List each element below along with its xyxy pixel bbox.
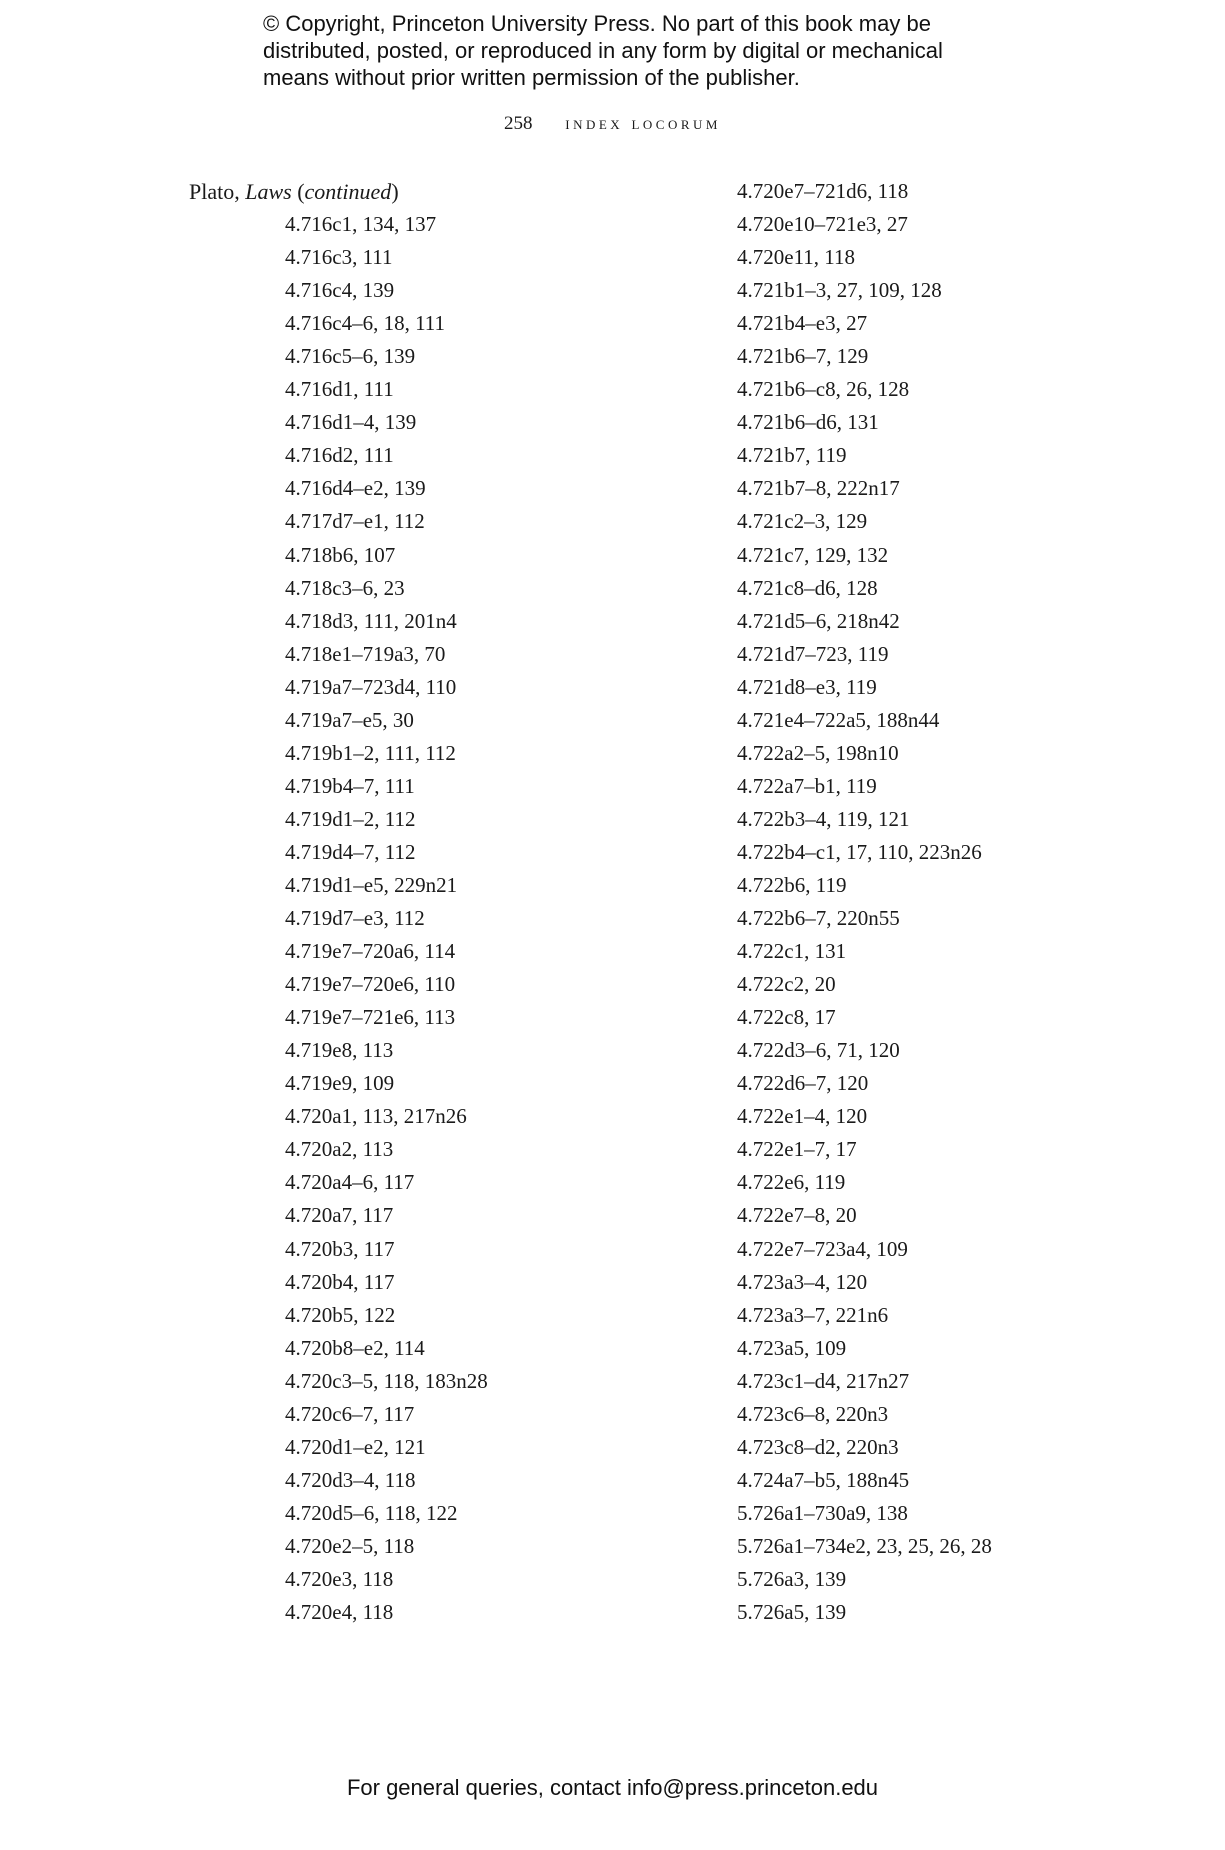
index-entry: 4.721e4–722a5, 188n44	[737, 707, 940, 732]
index-entry: 4.716d4–e2, 139	[285, 476, 426, 501]
index-entry: 4.722e1–4, 120	[737, 1104, 868, 1129]
index-heading-paren-close: )	[391, 179, 399, 204]
index-entry: 4.719a7–e5, 30	[285, 707, 414, 732]
index-entry: 4.720d1–e2, 121	[285, 1434, 426, 1459]
index-entry: 4.719d1–e5, 229n21	[285, 872, 458, 897]
index-entry: 4.723c6–8, 220n3	[737, 1401, 889, 1426]
index-entry: 4.719b1–2, 111, 112	[285, 740, 456, 765]
index-entry: 4.723a3–4, 120	[737, 1269, 868, 1294]
index-entry: 4.722c2, 20	[737, 972, 836, 997]
index-entry: 4.720c6–7, 117	[285, 1401, 415, 1426]
copyright-line: distributed, posted, or reproduced in any form by digital or mechanical	[263, 38, 943, 63]
index-entry: 4.721b6–d6, 131	[737, 410, 879, 435]
index-entry: 4.722b6, 119	[737, 872, 847, 897]
index-entry: 4.722e7–723a4, 109	[737, 1236, 908, 1261]
index-entry: 4.720e2–5, 118	[285, 1533, 415, 1558]
index-entry: 4.716c1, 134, 137	[285, 212, 437, 237]
index-entry: 4.722b6–7, 220n55	[737, 906, 900, 931]
index-entry: 4.722e1–7, 17	[737, 1137, 857, 1162]
index-entry: 4.723c1–d4, 217n27	[737, 1368, 910, 1393]
index-entry: 4.721b1–3, 27, 109, 128	[737, 278, 942, 303]
index-entry: 4.716c3, 111	[285, 245, 393, 270]
index-entry: 4.719e9, 109	[285, 1071, 395, 1096]
index-entry: 4.720e10–721e3, 27	[737, 212, 908, 237]
index-entry: 4.720c3–5, 118, 183n28	[285, 1368, 488, 1393]
index-entry: 4.719e7–721e6, 113	[285, 1005, 456, 1030]
running-head	[0, 113, 1225, 135]
index-entry: 4.720b5, 122	[285, 1302, 396, 1327]
index-entry: 4.722e7–8, 20	[737, 1203, 857, 1228]
index-entry: 4.720e4, 118	[285, 1600, 394, 1625]
index-entry: 4.719a7–723d4, 110	[285, 674, 457, 699]
index-entry: 4.716c4–6, 18, 111	[285, 311, 446, 336]
index-entry: 4.716c4, 139	[285, 278, 395, 303]
index-entry: 4.721b6–7, 129	[737, 344, 869, 369]
index-entry: 4.723a5, 109	[737, 1335, 847, 1360]
copyright-line: means without prior written permission of the publisher.	[263, 65, 800, 90]
index-entry: 4.720b4, 117	[285, 1269, 395, 1294]
index-entry: 4.722a7–b1, 119	[737, 773, 877, 798]
index-entry: 4.721b4–e3, 27	[737, 311, 868, 336]
index-entry: 4.721c8–d6, 128	[737, 575, 878, 600]
index-entry: 4.722a2–5, 198n10	[737, 740, 899, 765]
index-entry: 4.723a3–7, 221n6	[737, 1302, 889, 1327]
index-entry: 4.720e11, 118	[737, 245, 856, 270]
running-title: index locorum	[565, 113, 721, 134]
index-entry: 4.721d7–723, 119	[737, 641, 889, 666]
index-entry: 4.719e7–720a6, 114	[285, 939, 456, 964]
footer-contact: For general queries, contact info@press.princeton.edu	[346, 1775, 879, 1800]
index-entry: 4.718c3–6, 23	[285, 575, 405, 600]
index-entry: 4.720a7, 117	[285, 1203, 394, 1228]
index-entry: 5.726a5, 139	[737, 1600, 847, 1625]
index-entry: 4.719d1–2, 112	[285, 806, 416, 831]
index-entry: 4.720a4–6, 117	[285, 1170, 415, 1195]
index-entry: 4.719e7–720e6, 110	[285, 972, 456, 997]
index-heading-note: continued	[304, 179, 392, 204]
index-entry: 4.723c8–d2, 220n3	[737, 1434, 899, 1459]
index-entry: 4.720d5–6, 118, 122	[285, 1500, 458, 1525]
index-entry: 4.722d3–6, 71, 120	[737, 1038, 900, 1063]
index-entry: 4.722e6, 119	[737, 1170, 846, 1195]
index-entry: 4.716d1, 111	[285, 377, 394, 402]
index-entry: 4.719d4–7, 112	[285, 839, 416, 864]
index-entry: 4.718d3, 111, 201n4	[285, 608, 457, 633]
index-entry: 4.721b6–c8, 26, 128	[737, 377, 910, 402]
index-heading-work: Laws	[245, 179, 292, 204]
index-entry: 4.721c7, 129, 132	[737, 542, 889, 567]
index-entry: 4.719d7–e3, 112	[285, 906, 425, 931]
index-entry: 4.721c2–3, 129	[737, 509, 868, 534]
index-entry: 4.716d1–4, 139	[285, 410, 417, 435]
index-column-left	[189, 175, 488, 1629]
index-entry: 4.721d8–e3, 119	[737, 674, 877, 699]
copyright-notice	[263, 10, 1023, 91]
index-entry: 4.720b3, 117	[285, 1236, 395, 1261]
index-entry: 4.722c8, 17	[737, 1005, 836, 1030]
index-entry: 4.720e7–721d6, 118	[737, 179, 909, 203]
index-column-right	[737, 175, 992, 1629]
index-entry: 4.716c5–6, 139	[285, 344, 416, 369]
index-heading-paren-open: (	[291, 179, 305, 204]
index-entry: 4.719b4–7, 111	[285, 773, 415, 798]
index-entry: 4.720a2, 113	[285, 1137, 394, 1162]
index-entry: 4.721d5–6, 218n42	[737, 608, 900, 633]
index-entry: 4.722d6–7, 120	[737, 1071, 869, 1096]
index-entry: 4.716d2, 111	[285, 443, 394, 468]
index-entry: 4.722c1, 131	[737, 939, 847, 964]
index-entry: 4.720a1, 113, 217n26	[285, 1104, 467, 1129]
page-number: 258	[504, 113, 533, 134]
index-entry: 5.726a1–734e2, 23, 25, 26, 28	[737, 1533, 992, 1558]
index-entry: 4.720d3–4, 118	[285, 1467, 416, 1492]
index-entry: 4.720e3, 118	[285, 1566, 394, 1591]
index-entry: 4.720b8–e2, 114	[285, 1335, 425, 1360]
copyright-line: © Copyright, Princeton University Press. No part of this book may be	[263, 11, 931, 36]
index-entry: 4.722b4–c1, 17, 110, 223n26	[737, 839, 982, 864]
index-heading	[189, 175, 488, 208]
index-entry: 4.718e1–719a3, 70	[285, 641, 446, 666]
index-heading-author: Plato,	[189, 179, 240, 204]
index-entry: 4.722b3–4, 119, 121	[737, 806, 910, 831]
index-entry: 4.719e8, 113	[285, 1038, 394, 1063]
index-entry: 4.721b7, 119	[737, 443, 847, 468]
index-entry: 4.721b7–8, 222n17	[737, 476, 900, 501]
index-entry: 5.726a3, 139	[737, 1566, 847, 1591]
index-entry: 4.717d7–e1, 112	[285, 509, 425, 534]
index-entry: 5.726a1–730a9, 138	[737, 1500, 908, 1525]
index-entry: 4.718b6, 107	[285, 542, 396, 567]
index-entry: 4.724a7–b5, 188n45	[737, 1467, 910, 1492]
